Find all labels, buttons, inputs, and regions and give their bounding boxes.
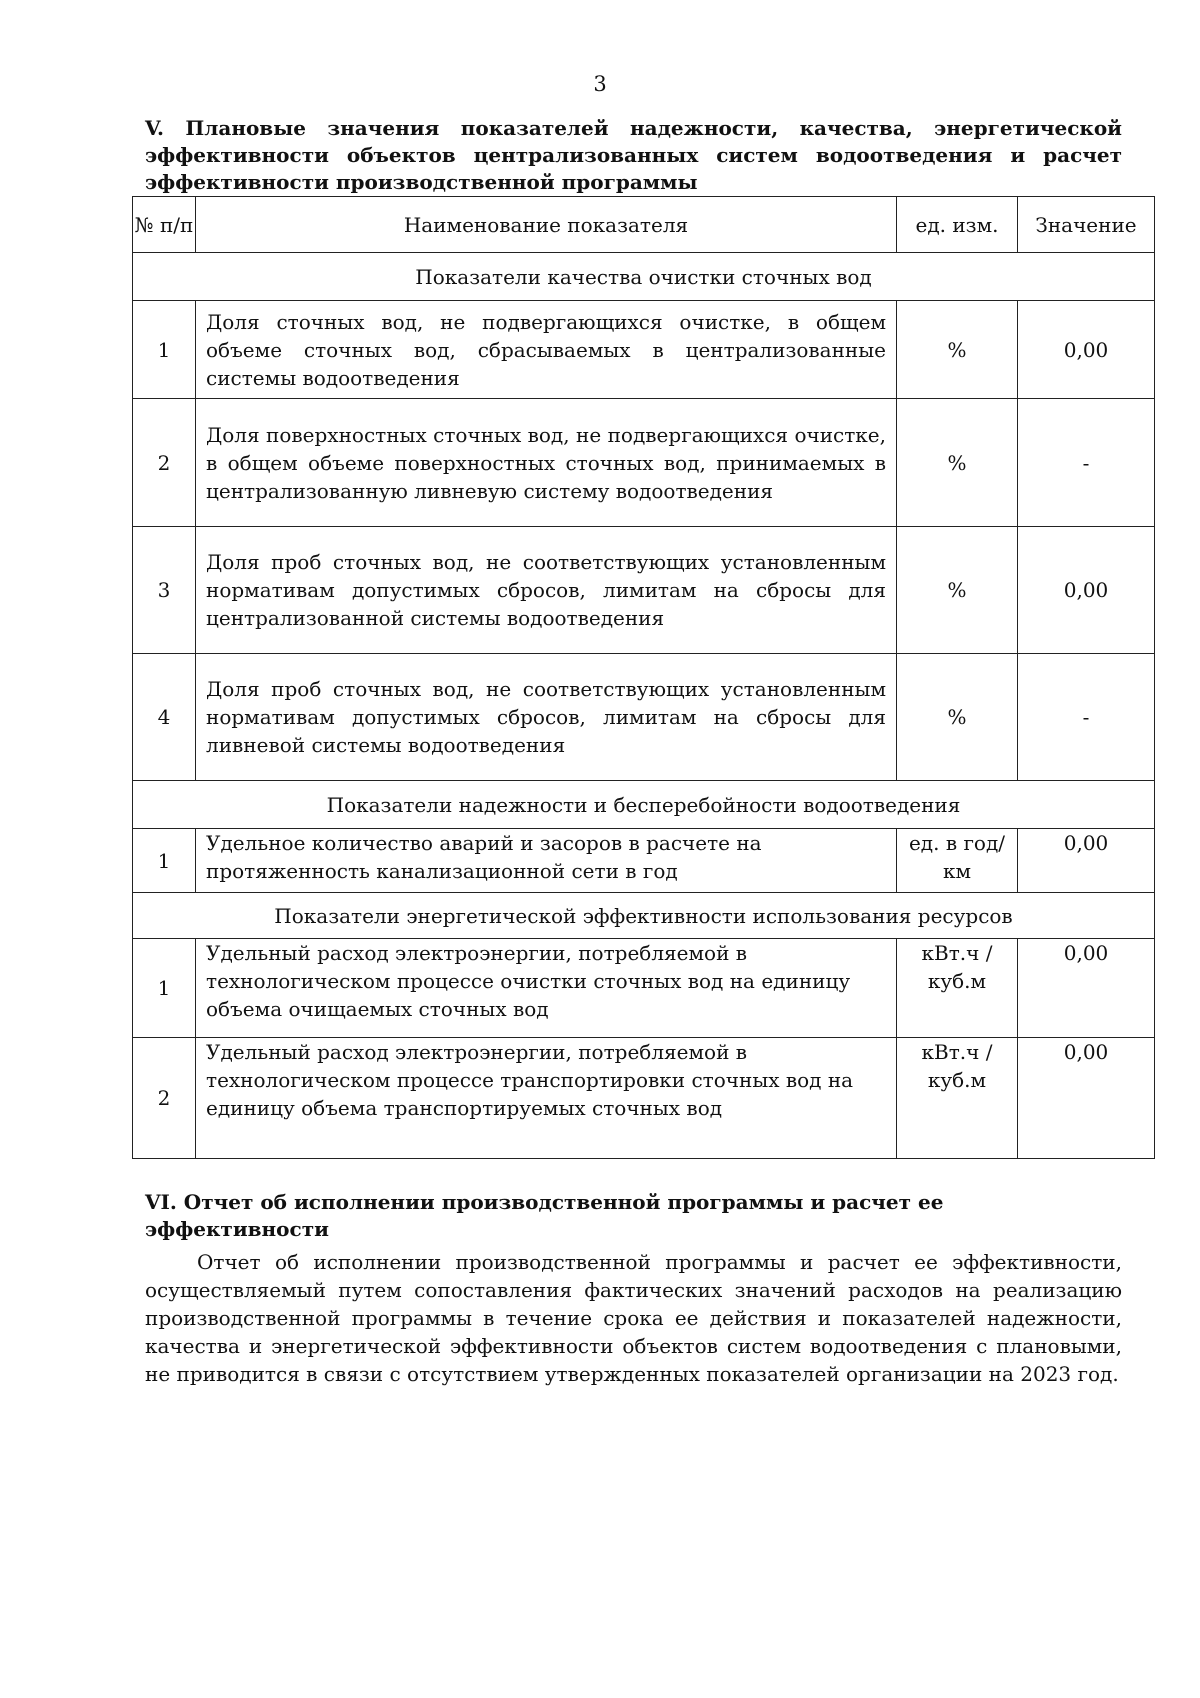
row-unit: % — [897, 527, 1018, 654]
indicators-table — [132, 196, 1155, 1159]
header-num: № п/п — [133, 197, 196, 253]
table-header-row — [133, 197, 1155, 253]
table-row — [133, 939, 1155, 1038]
row-num: 1 — [133, 829, 196, 893]
table-row — [133, 527, 1155, 654]
section-v-title: V. Плановые значения показателей надежности, качества, энергетической эффективности объектов централизованных систем водоотведения и расчет эффективности производственной программы — [145, 116, 1122, 194]
table-row — [133, 301, 1155, 399]
row-name: Удельное количество аварий и засоров в расчете на протяженность канализационной сети в год — [196, 829, 897, 893]
group-title: Показатели качества очистки сточных вод — [133, 253, 1155, 301]
row-name: Доля проб сточных вод, не соответствующих установленным нормативам допустимых сбросов, лимитам на сбросы для централизованной системы водоотведения — [196, 527, 897, 654]
row-value: 0,00 — [1018, 939, 1155, 1038]
group-row — [133, 781, 1155, 829]
group-title: Показатели энергетической эффективности использования ресурсов — [133, 893, 1155, 939]
row-num: 1 — [133, 939, 196, 1038]
row-name: Удельный расход электроэнергии, потребляемой в технологическом процессе транспортировки сточных вод на единицу объема транспортируемых сточных вод — [196, 1038, 897, 1159]
row-name: Доля сточных вод, не подвергающихся очистке, в общем объеме сточных вод, сбрасываемых в централизованные системы водоотведения — [196, 301, 897, 399]
row-num: 4 — [133, 654, 196, 781]
group-row — [133, 253, 1155, 301]
row-unit: % — [897, 301, 1018, 399]
group-title: Показатели надежности и бесперебойности водоотведения — [133, 781, 1155, 829]
row-unit: % — [897, 399, 1018, 527]
table-row — [133, 829, 1155, 893]
header-unit: ед. изм. — [897, 197, 1018, 253]
row-value: - — [1018, 399, 1155, 527]
row-value: - — [1018, 654, 1155, 781]
row-name: Доля проб сточных вод, не соответствующих установленным нормативам допустимых сбросов, лимитам на сбросы для ливневой системы водоотведения — [196, 654, 897, 781]
row-name: Удельный расход электроэнергии, потребляемой в технологическом процессе очистки сточных вод на единицу объема очищаемых сточных вод — [196, 939, 897, 1038]
header-name: Наименование показателя — [196, 197, 897, 253]
header-value: Значение — [1018, 197, 1155, 253]
row-value: 0,00 — [1018, 301, 1155, 399]
table-row — [133, 1038, 1155, 1159]
page-number: 3 — [593, 72, 607, 96]
row-unit: кВт.ч / куб.м — [897, 939, 1018, 1038]
row-num: 3 — [133, 527, 196, 654]
table-row — [133, 399, 1155, 527]
row-num: 2 — [133, 399, 196, 527]
row-value: 0,00 — [1018, 527, 1155, 654]
section-vi-title: VI. Отчет об исполнении производственной программы и расчет ее эффективности — [145, 1190, 944, 1241]
row-num: 1 — [133, 301, 196, 399]
row-value: 0,00 — [1018, 1038, 1155, 1159]
table-row — [133, 654, 1155, 781]
report-paragraph: Отчет об исполнении производственной программы и расчет ее эффективности, осуществляемый путем сопоставления фактических значений расходов на реализацию производственной программы в течение срока ее действия и показателей надежности, качества и энергетической эффективности объектов систем водоотведения с плановыми, не приводится в связи с отсутствием утвержденных показателей организации на 2023 год. — [145, 1250, 1122, 1386]
row-unit: % — [897, 654, 1018, 781]
row-value: 0,00 — [1018, 829, 1155, 893]
row-name: Доля поверхностных сточных вод, не подвергающихся очистке, в общем объеме поверхностных сточных вод, принимаемых в централизованную ливневую систему водоотведения — [196, 399, 897, 527]
row-num: 2 — [133, 1038, 196, 1159]
row-unit: кВт.ч / куб.м — [897, 1038, 1018, 1159]
group-row — [133, 893, 1155, 939]
row-unit: ед. в год/ км — [897, 829, 1018, 893]
